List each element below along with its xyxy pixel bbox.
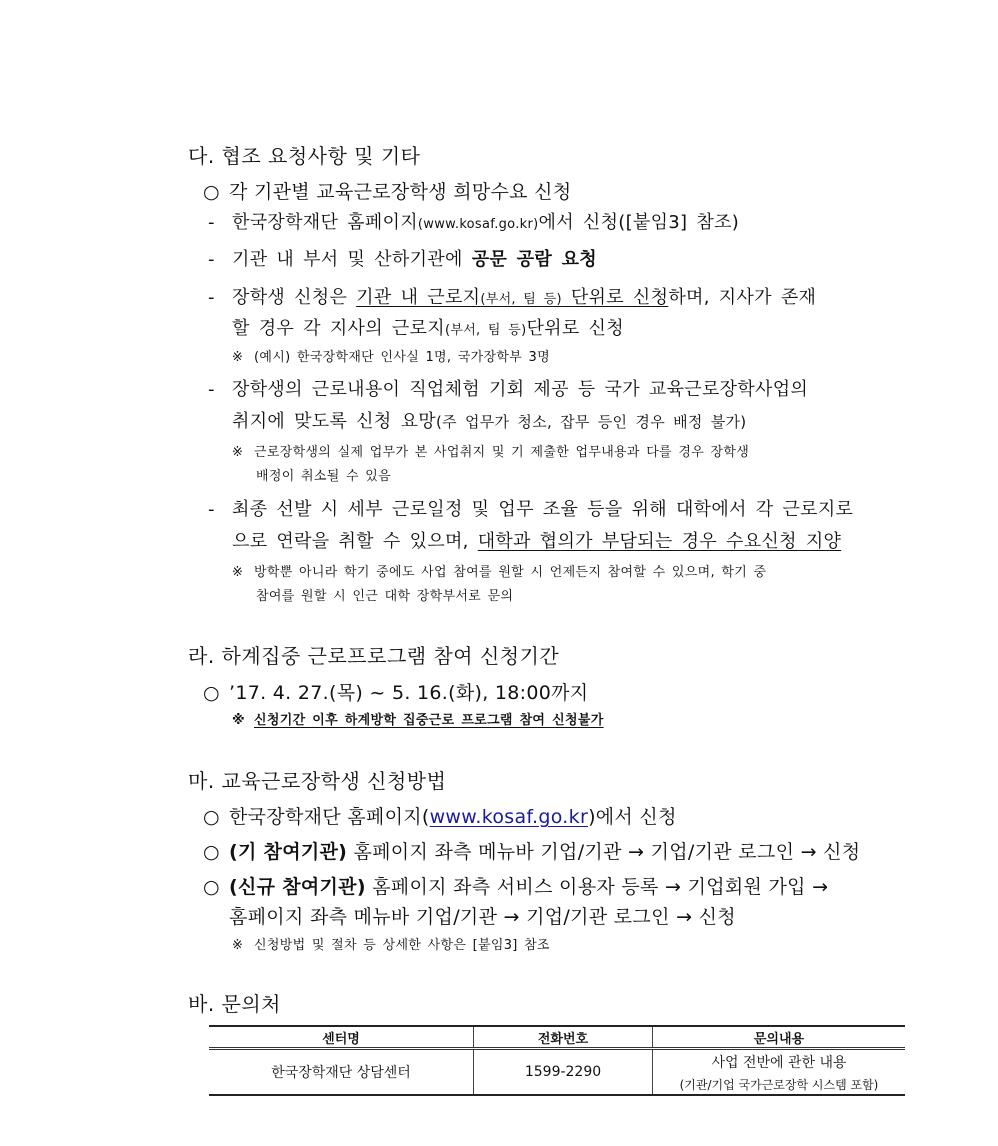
contact-table bbox=[209, 1025, 905, 1096]
item-text: 단위로 신청 bbox=[526, 318, 624, 339]
dash-item-circulation bbox=[208, 245, 597, 271]
item-underline-text: 기관 내 근로지 bbox=[356, 287, 481, 308]
item-text: 하며, 지사가 존재 bbox=[668, 287, 817, 308]
reference-mark-icon: ※ bbox=[232, 938, 244, 953]
reference-mark-icon: ※ bbox=[232, 713, 245, 728]
note-cancel bbox=[232, 441, 749, 460]
kosaf-link[interactable]: www.kosaf.go.kr bbox=[429, 806, 589, 828]
bullet-bold-text: (기 참여기관) bbox=[229, 841, 348, 863]
section-heading-ba: 바. 문의처 bbox=[188, 992, 281, 1016]
item-text: 할 경우 각 지사의 근로지 bbox=[232, 318, 445, 339]
bullet-existing-org bbox=[203, 837, 860, 864]
dash-item-work-content bbox=[208, 375, 808, 401]
table-row bbox=[209, 1049, 905, 1096]
item-text: 장학생의 근로내용이 직업체험 기회 제공 등 국가 교육근로장학사업의 bbox=[232, 379, 809, 400]
bullet-text: )에서 신청 bbox=[588, 806, 677, 828]
note-text: 방학뿐 아니라 학기 중에도 사업 참여를 원할 시 언제든지 참여할 수 있으며, 학기 중 bbox=[254, 565, 767, 580]
note-text: (예시) 한국장학재단 인사실 1명, 국가장학부 3명 bbox=[254, 350, 550, 365]
note-semester-cont: 참여를 원할 시 인근 대학 장학부서로 문의 bbox=[256, 589, 514, 604]
cell-inquiry bbox=[653, 1049, 906, 1096]
inquiry-line-1: 사업 전반에 관한 내용 bbox=[711, 1054, 847, 1071]
bullet-new-org-cont: 홈페이지 좌측 메뉴바 기업/기관 → 기업/기관 로그인 → 신청 bbox=[229, 906, 736, 928]
circle-bullet-icon: ○ bbox=[203, 682, 220, 704]
dash-item-application-unit bbox=[208, 283, 816, 309]
note-text: 신청방법 및 절차 등 상세한 사항은 [붙임3] 참조 bbox=[254, 938, 550, 953]
circle-bullet-icon: ○ bbox=[203, 806, 220, 828]
dash-item-final-selection bbox=[208, 495, 853, 521]
note-semester bbox=[232, 561, 766, 580]
item-underline-small: (부서, 팀 등) bbox=[480, 292, 562, 307]
dash-marker: - bbox=[208, 499, 215, 520]
note-example bbox=[232, 346, 550, 365]
bullet-demand-request bbox=[203, 177, 571, 204]
note-deadline bbox=[232, 709, 604, 728]
bullet-homepage-apply bbox=[203, 802, 677, 829]
header-center-name: 센터명 bbox=[209, 1026, 474, 1049]
cell-phone: 1599-2290 bbox=[474, 1049, 653, 1096]
dash-marker: - bbox=[208, 379, 215, 400]
bullet-bold-text: (신규 참여기관) bbox=[229, 876, 366, 898]
item-text: 장학생 신청은 bbox=[232, 287, 357, 308]
bullet-period bbox=[203, 678, 588, 705]
header-inquiry: 문의내용 bbox=[653, 1026, 906, 1049]
section-heading-da: 다. 협조 요청사항 및 기타 bbox=[188, 144, 421, 168]
reference-mark-icon: ※ bbox=[232, 565, 244, 580]
item-underline-text: 대학과 협의가 부담되는 경우 수요신청 지양 bbox=[477, 531, 842, 552]
header-phone: 전화번호 bbox=[474, 1026, 653, 1049]
reference-mark-icon: ※ bbox=[232, 445, 244, 460]
note-text: 근로장학생의 실제 업무가 본 사업취지 및 기 제출한 업무내용과 다를 경우 장학생 bbox=[254, 445, 750, 460]
bullet-new-org bbox=[203, 872, 828, 899]
item-bold-text: 공문 공람 요청 bbox=[471, 249, 597, 270]
note-cancel-cont: 배정이 취소될 수 있음 bbox=[256, 469, 392, 484]
cell-center: 한국장학재단 상담센터 bbox=[271, 1065, 411, 1081]
table-header-row bbox=[209, 1026, 905, 1049]
dash-marker: - bbox=[208, 212, 215, 233]
item-text: 에서 신청([붙임3] 참조) bbox=[538, 212, 740, 233]
dash-item-final-selection-cont bbox=[232, 527, 841, 553]
bullet-text: 각 기관별 교육근로장학생 희망수요 신청 bbox=[229, 181, 572, 203]
item-underline-text: 단위로 신청 bbox=[561, 287, 669, 308]
bullet-text: 홈페이지 좌측 서비스 이용자 등록 → 기업회원 가입 → bbox=[365, 876, 829, 898]
item-small-text: (주 업무가 청소, 잡무 등인 경우 배정 불가) bbox=[435, 413, 747, 431]
reference-mark-icon: ※ bbox=[232, 350, 244, 365]
inquiry-line-2: (기관/기업 국가근로장학 시스템 포함) bbox=[679, 1077, 879, 1092]
dash-marker: - bbox=[208, 249, 215, 270]
item-url-text: (www.kosaf.go.kr) bbox=[417, 217, 539, 232]
note-method bbox=[232, 934, 550, 953]
dash-item-work-content-cont bbox=[232, 407, 746, 433]
dash-item-homepage bbox=[208, 208, 739, 234]
item-text: 취지에 맞도록 신청 요망 bbox=[232, 411, 436, 432]
dash-marker: - bbox=[208, 287, 215, 308]
circle-bullet-icon: ○ bbox=[203, 181, 220, 203]
item-text: 기관 내 부서 및 산하기관에 bbox=[232, 249, 472, 270]
item-small-text: (부서, 팀 등) bbox=[444, 323, 527, 338]
dash-item-application-unit-cont bbox=[232, 314, 624, 340]
section-heading-ma: 마. 교육근로장학생 신청방법 bbox=[188, 769, 447, 793]
section-heading-ra: 라. 하계집중 근로프로그램 참여 신청기간 bbox=[188, 644, 560, 668]
note-bold-underline: 신청기간 이후 하계방학 집중근로 프로그램 참여 신청불가 bbox=[254, 713, 604, 728]
bullet-text: 홈페이지 좌측 메뉴바 기업/기관 → 기업/기관 로그인 → 신청 bbox=[347, 841, 861, 863]
circle-bullet-icon: ○ bbox=[203, 841, 220, 863]
bullet-text: ’17. 4. 27.(목) ~ 5. 16.(화), 18:00까지 bbox=[229, 682, 589, 704]
circle-bullet-icon: ○ bbox=[203, 876, 220, 898]
bullet-text: 한국장학재단 홈페이지( bbox=[229, 806, 430, 828]
item-text: 으로 연락을 취할 수 있으며, bbox=[232, 531, 478, 552]
item-text: 한국장학재단 홈페이지 bbox=[232, 212, 418, 233]
item-text: 최종 선발 시 세부 근로일정 및 업무 조율 등을 위해 대학에서 각 근로지로 bbox=[232, 499, 854, 520]
